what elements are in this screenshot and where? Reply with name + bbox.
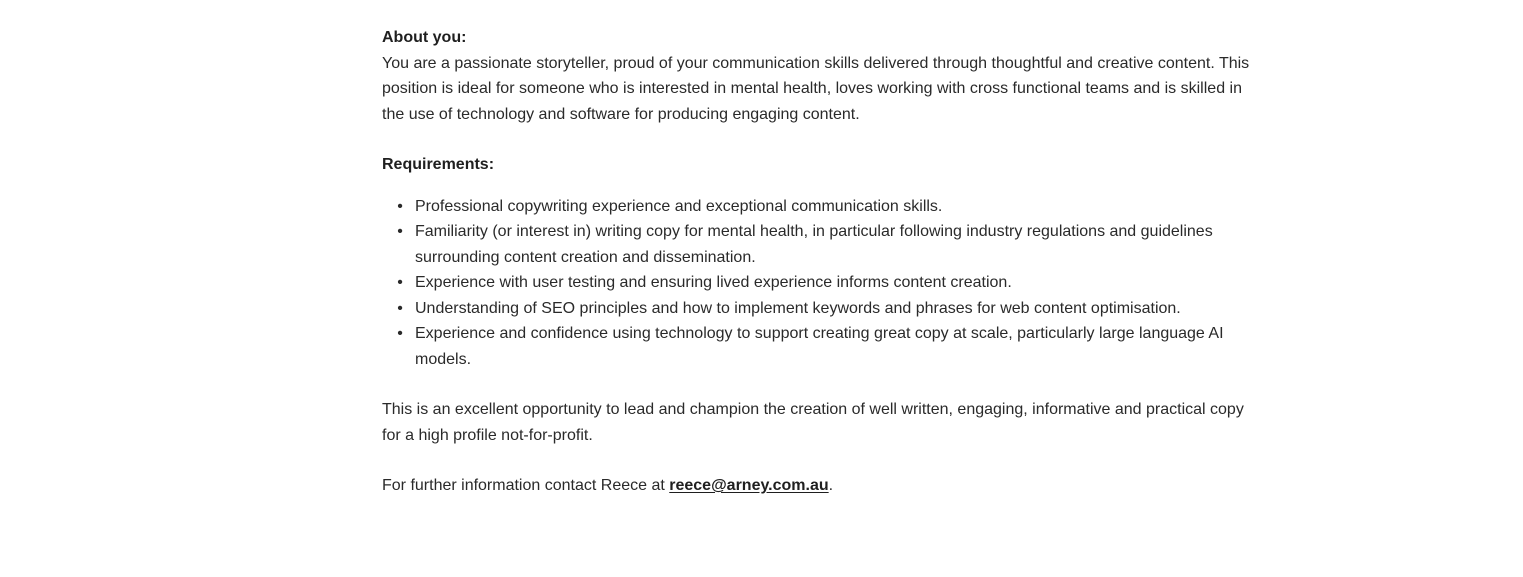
list-item	[397, 296, 1262, 322]
requirements-heading: Requirements:	[382, 156, 495, 173]
list-item	[397, 194, 1262, 220]
requirement-text: Familiarity (or interest in) writing copy for mental health, in particular following industry regulations and guidelines surrounding content creation and dissemination.	[415, 223, 1213, 266]
contact-prefix: For further information contact Reece at	[382, 477, 670, 494]
job-description	[382, 25, 1262, 499]
list-item	[397, 219, 1262, 270]
bullet-icon: •	[397, 299, 403, 317]
about-heading: About you:	[382, 29, 467, 46]
about-body: You are a passionate storyteller, proud of your communication skills delivered through thoughtful and creative content. This position is ideal for someone who is interested in mental health, loves working with cross functional teams and is skilled in the use of technology and software for producing engaging content.	[382, 54, 1250, 123]
requirements-list	[382, 194, 1262, 373]
contact-suffix: .	[828, 477, 834, 494]
bullet-icon: •	[397, 325, 403, 342]
requirement-text: Professional copywriting experience and exceptional communication skills.	[415, 197, 943, 215]
email-link[interactable]: reece@arney.com.au	[669, 477, 829, 494]
bullet-icon: •	[397, 274, 403, 291]
contact-line	[382, 473, 1262, 499]
list-item	[397, 270, 1262, 296]
closing-paragraph: This is an excellent opportunity to lead and champion the creation of well written, engaging, informative and practical copy for a high profile not-for-profit.	[382, 401, 1244, 444]
requirement-text: Experience with user testing and ensuring lived experience informs content creation.	[415, 274, 1012, 291]
list-item	[397, 321, 1262, 372]
spacer	[382, 127, 1262, 152]
requirement-text: Understanding of SEO principles and how to implement keywords and phrases for web content optimisation.	[415, 299, 1181, 317]
bullet-icon: •	[397, 197, 403, 215]
bullet-icon: •	[397, 223, 403, 240]
requirement-text: Experience and confidence using technology to support creating great copy at scale, particularly large language AI models.	[415, 325, 1224, 368]
